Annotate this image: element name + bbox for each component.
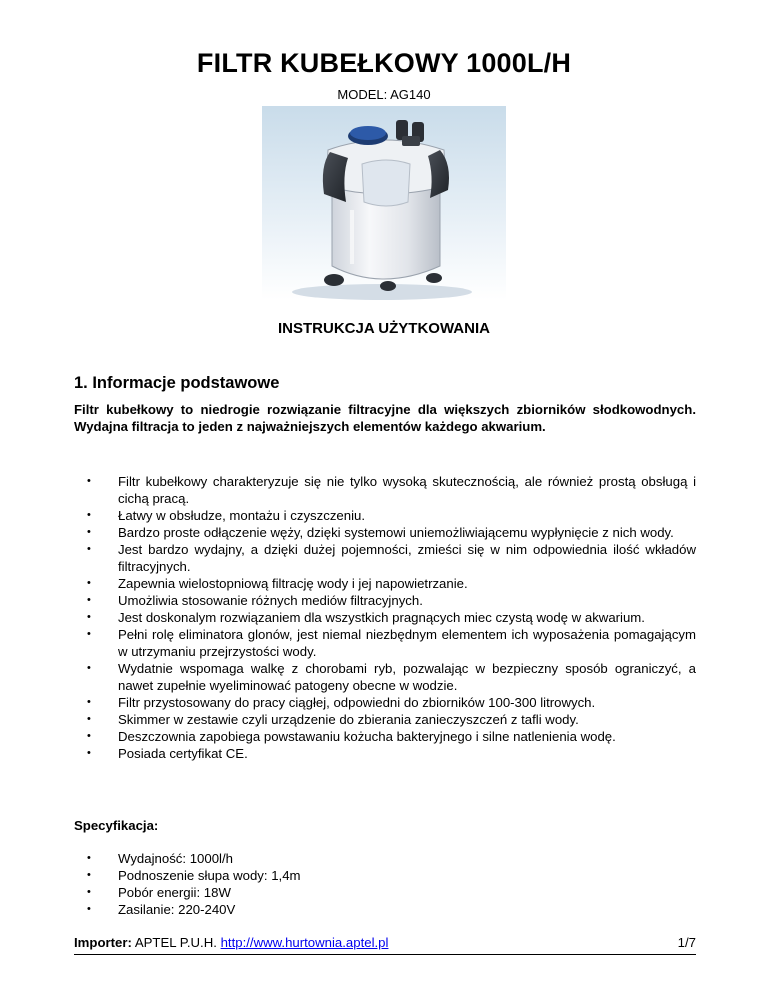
page-footer <box>74 933 696 955</box>
list-item: • Podnoszenie słupa wody: 1,4m <box>87 868 301 883</box>
spec-heading: Specyfikacja: <box>74 818 159 833</box>
list-item: • Filtr przystosowany do pracy ciągłej, odpowiedni do zbiorników 100-300 litrowych. <box>87 695 596 710</box>
document-title: FILTR KUBEŁKOWY 1000L/H <box>196 48 572 78</box>
importer-info <box>74 935 388 950</box>
list-item: • Wydatnie wspomaga walkę z chorobami ryb, pozwalając w bezpieczny sposób ograniczyć, a nawet zupełnie wyeliminować patogeny obecne w wodzie. <box>87 661 696 693</box>
importer-website-link[interactable]: http://www.hurtownia.aptel.pl <box>220 935 389 950</box>
bullet-icon: • <box>87 611 91 623</box>
page-number: 1/7 <box>677 935 696 950</box>
importer-label: Importer: <box>74 935 132 950</box>
canister-filter-illustration <box>262 106 506 300</box>
model-label: MODEL: AG140 <box>337 87 431 102</box>
intro-paragraph: Filtr kubełkowy to niedrogie rozwiązanie filtracyjne dla większych zbiorników słodkowodnych. Wydajna filtracja to jeden z najważniejszych elementów każdego akwarium. <box>74 402 696 434</box>
bullet-icon: • <box>87 713 91 725</box>
bullet-icon: • <box>87 886 91 898</box>
bullet-icon: • <box>87 903 91 915</box>
list-item: • Skimmer w zestawie czyli urządzenie do zbierania zanieczyszczeń z tafli wody. <box>87 712 579 727</box>
bullet-icon: • <box>87 594 91 606</box>
bullet-icon: • <box>87 509 91 521</box>
list-item: • Umożliwia stosowanie różnych mediów filtracyjnych. <box>87 593 423 608</box>
list-item: • Łatwy w obsłudze, montażu i czyszczeniu. <box>87 508 366 523</box>
list-item: • Jest bardzo wydajny, a dzięki dużej pojemności, zmieści się w nim odpowiednia ilość wkładów filtracyjnych. <box>87 542 696 574</box>
spec-list <box>74 850 696 918</box>
product-image <box>262 106 506 300</box>
bullet-icon: • <box>87 628 91 640</box>
bullet-icon: • <box>87 852 91 864</box>
feature-list <box>74 473 696 762</box>
list-item: • Bardzo proste odłączenie węży, dzięki systemowi uniemożliwiającemu wypłynięcie z nich wody. <box>87 525 674 540</box>
list-item: • Zasilanie: 220-240V <box>87 902 236 917</box>
list-item: • Pobór energii: 18W <box>87 885 231 900</box>
list-item: • Filtr kubełkowy charakteryzuje się nie tylko wysoką skutecznością, ale również prostą obsługą i cichą pracą. <box>87 474 696 506</box>
bullet-icon: • <box>87 747 91 759</box>
list-item: • Zapewnia wielostopniową filtrację wody i jej napowietrzanie. <box>87 576 468 591</box>
bullet-icon: • <box>87 696 91 708</box>
bullet-icon: • <box>87 662 91 674</box>
list-item: • Wydajność: 1000l/h <box>87 851 233 866</box>
bullet-icon: • <box>87 577 91 589</box>
list-item: • Posiada certyfikat CE. <box>87 746 248 761</box>
bullet-icon: • <box>87 526 91 538</box>
section-subtitle: INSTRUKCJA UŻYTKOWANIA <box>278 320 490 337</box>
list-item: • Deszczownia zapobiega powstawaniu kożucha bakteryjnego i silne natlenienia wodę. <box>87 729 616 744</box>
importer-name: APTEL P.U.H. <box>131 935 221 950</box>
bullet-icon: • <box>87 869 91 881</box>
section-heading: 1. Informacje podstawowe <box>74 374 280 392</box>
list-item: • Pełni rolę eliminatora glonów, jest niemal niezbędnym elementem ich wyposażenia pomagającym w utrzymaniu przejrzystości wody. <box>87 627 696 659</box>
bullet-icon: • <box>87 475 91 487</box>
bullet-icon: • <box>87 543 91 555</box>
list-item: • Jest doskonalym rozwiązaniem dla wszystkich pragnących miec czystą wodę w akwarium. <box>87 610 645 625</box>
bullet-icon: • <box>87 730 91 742</box>
